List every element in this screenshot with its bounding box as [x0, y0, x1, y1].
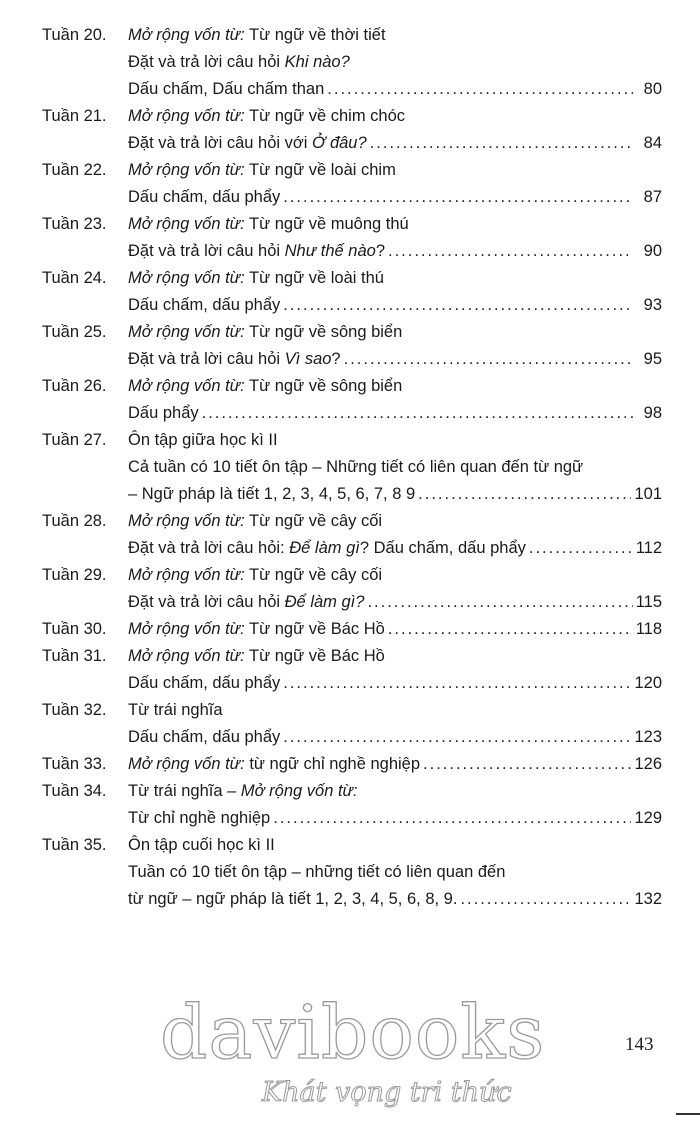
toc-entry-plain-text: từ ngữ – ngữ pháp là tiết 1, 2, 3, 4, 5, 6, 8, 9. [128, 890, 458, 908]
toc-page-number: 123 [634, 728, 662, 746]
toc-entry-plain-text: từ ngữ chỉ nghề nghiệp [244, 755, 421, 773]
toc-entry-plain-text: – Ngữ pháp là tiết 1, 2, 3, 4, 5, 6, 7, 8 9 [128, 485, 416, 503]
toc-row [0, 778, 700, 805]
toc-entry-italic-text: Như thế nào [284, 242, 376, 260]
toc-entry-italic-text: Mở rộng vốn từ: [128, 26, 245, 44]
toc-entry-text [128, 751, 420, 778]
toc-row [0, 859, 700, 886]
toc-entry [128, 616, 662, 643]
toc-entry-italic-text: Mở rộng vốn từ: [128, 620, 245, 638]
toc-entry-italic-text: Mở rộng vốn từ: [128, 377, 245, 395]
dot-leader [460, 886, 631, 913]
dot-leader [388, 616, 633, 643]
toc-entry [128, 481, 662, 508]
toc-page-number: 115 [635, 593, 662, 611]
toc-entry-italic-text: Mở rộng vốn từ: [128, 323, 245, 341]
toc-page-number: 132 [634, 890, 662, 908]
toc-row [0, 508, 700, 535]
page-number: 143 [625, 1034, 654, 1055]
toc-row [0, 643, 700, 670]
toc-entry-italic-text: Mở rộng vốn từ: [128, 755, 245, 773]
dot-leader [423, 751, 631, 778]
toc-entry-text [128, 130, 367, 157]
toc-entry-italic-text: Khi nào? [284, 53, 350, 71]
toc-week-label: Tuần 21. [42, 107, 107, 125]
toc-row [0, 292, 700, 319]
toc-entry-text [128, 859, 505, 886]
toc-entry-text [128, 49, 350, 76]
toc-entry-text [128, 346, 341, 373]
toc-page-number: 118 [635, 620, 662, 638]
toc-entry-plain-text: Cả tuần có 10 tiết ôn tập – Những tiết có liên quan đến từ ngữ [128, 458, 584, 476]
toc-row [0, 454, 700, 481]
toc-entry-plain-text: Từ ngữ về muông thú [244, 215, 409, 233]
toc-page-number: 112 [635, 539, 662, 557]
toc-entry-italic-text: Mở rộng vốn từ: [128, 512, 245, 530]
toc-week-label: Tuần 32. [42, 701, 107, 719]
toc-entry-text [128, 319, 402, 346]
toc-entry-plain-text: Từ ngữ về chim chóc [244, 107, 405, 125]
toc-entry [128, 589, 662, 616]
toc-row [0, 400, 700, 427]
toc-row [0, 724, 700, 751]
dot-leader [283, 292, 633, 319]
toc-page-number: 93 [643, 296, 662, 314]
toc-entry-italic-text: Mở rộng vốn từ: [128, 215, 245, 233]
toc-entry [128, 697, 662, 724]
toc-row [0, 805, 700, 832]
toc-page-number: 80 [643, 80, 662, 98]
toc-entry-plain-text: Đặt và trả lời câu hỏi [128, 242, 285, 260]
toc-entry-plain-text: Ôn tập cuối học kì II [128, 836, 275, 854]
toc-entry-italic-text: Ở đâu? [311, 134, 367, 152]
toc-entry-text [128, 211, 409, 238]
toc-entry-italic-text: Mở rộng vốn từ: [240, 782, 358, 800]
toc-entry [128, 184, 662, 211]
corner-rule [676, 1113, 700, 1115]
toc-entry [128, 751, 662, 778]
toc-entry [128, 832, 662, 859]
toc-row [0, 535, 700, 562]
toc-entry-italic-text: Vì sao [284, 350, 332, 368]
toc-entry [128, 373, 662, 400]
dot-leader [283, 724, 631, 751]
toc-entry-text [128, 238, 385, 265]
toc-row [0, 157, 700, 184]
toc-entry-plain-text: Từ ngữ về cây cối [244, 512, 383, 530]
toc-entry [128, 805, 662, 832]
toc-entry-plain-text: ? Dấu chấm, dấu phẩy [359, 539, 526, 557]
toc-entry-text [128, 481, 415, 508]
toc-entry-text [128, 805, 270, 832]
toc-entry-italic-text: Mở rộng vốn từ: [128, 107, 245, 125]
toc-entry [128, 103, 662, 130]
toc-entry-text [128, 373, 402, 400]
toc-week-label: Tuần 31. [42, 647, 107, 665]
toc-row [0, 184, 700, 211]
toc-entry-plain-text: Dấu chấm, Dấu chấm than [128, 80, 325, 98]
toc-week-label: Tuần 20. [42, 26, 107, 44]
dot-leader [388, 238, 633, 265]
toc-entry-italic-text: Để làm gì? [284, 593, 365, 611]
toc-entry-text [128, 508, 382, 535]
toc-entry-text [128, 265, 384, 292]
toc-entry-text [128, 562, 382, 589]
toc-entry-text [128, 535, 526, 562]
toc-week-label: Tuần 22. [42, 161, 107, 179]
dot-leader [283, 184, 633, 211]
toc-page-number: 98 [643, 404, 662, 422]
dot-leader [370, 130, 633, 157]
toc-entry-text [128, 157, 396, 184]
toc-week-label: Tuần 26. [42, 377, 107, 395]
toc-entry-text [128, 292, 280, 319]
toc-entry-text [128, 454, 583, 481]
toc-entry-plain-text: Đặt và trả lời câu hỏi với [128, 134, 312, 152]
toc-entry-plain-text: ? [375, 242, 386, 260]
toc-entry-italic-text: Để làm gì [289, 539, 360, 557]
toc-row [0, 886, 700, 913]
toc-entry [128, 427, 662, 454]
toc-entry-plain-text: Đặt và trả lời câu hỏi [128, 53, 285, 71]
toc-entry [128, 238, 662, 265]
toc-entry-text [128, 400, 199, 427]
toc-entry-plain-text: Từ trái nghĩa – [128, 782, 241, 800]
toc-page-number: 90 [643, 242, 662, 260]
toc-entry-text [128, 427, 278, 454]
toc-entry-text [128, 832, 275, 859]
toc-entry [128, 346, 662, 373]
toc-entry [128, 292, 662, 319]
dot-leader [367, 589, 632, 616]
toc-week-label: Tuần 23. [42, 215, 107, 233]
toc-entry-text [128, 184, 280, 211]
dot-leader [283, 670, 631, 697]
toc-row [0, 832, 700, 859]
toc-entry [128, 859, 662, 886]
toc-entry-plain-text: Ôn tập giữa học kì II [128, 431, 278, 449]
toc-page-number: 84 [643, 134, 662, 152]
toc-row [0, 238, 700, 265]
toc-page-number: 120 [634, 674, 662, 692]
toc-entry-text [128, 724, 280, 751]
toc-week-label: Tuần 28. [42, 512, 107, 530]
toc-page-number: 101 [634, 485, 662, 503]
toc-row [0, 211, 700, 238]
toc-entry-plain-text: Dấu phẩy [128, 404, 199, 422]
toc-row [0, 373, 700, 400]
toc-entry-text [128, 103, 405, 130]
toc-row [0, 319, 700, 346]
toc-page-number: 129 [634, 809, 662, 827]
toc-week-label: Tuần 34. [42, 782, 107, 800]
toc-entry [128, 454, 662, 481]
toc-page-number: 95 [643, 350, 662, 368]
toc-week-label: Tuần 24. [42, 269, 107, 287]
table-of-contents [0, 22, 700, 913]
toc-entry [128, 535, 662, 562]
dot-leader [529, 535, 633, 562]
toc-row [0, 589, 700, 616]
toc-entry [128, 400, 662, 427]
toc-entry-plain-text: ? [331, 350, 341, 368]
toc-entry-plain-text: Từ trái nghĩa [128, 701, 223, 719]
toc-row [0, 265, 700, 292]
toc-entry [128, 76, 662, 103]
toc-week-label: Tuần 29. [42, 566, 107, 584]
toc-entry-plain-text: Đặt và trả lời câu hỏi [128, 350, 285, 368]
toc-row [0, 481, 700, 508]
toc-row [0, 49, 700, 76]
toc-page-number: 126 [634, 755, 662, 773]
toc-entry-plain-text: Từ ngữ về sông biển [244, 323, 403, 341]
toc-entry-text [128, 670, 280, 697]
toc-entry-text [128, 886, 457, 913]
toc-entry [128, 643, 662, 670]
toc-week-label: Tuần 35. [42, 836, 107, 854]
toc-entry-italic-text: Mở rộng vốn từ: [128, 566, 245, 584]
dot-leader [202, 400, 633, 427]
toc-entry [128, 670, 662, 697]
watermark-brand: davibooks [160, 990, 546, 1076]
toc-entry-plain-text: Từ chỉ nghề nghiệp [128, 809, 271, 827]
toc-entry-plain-text: Từ ngữ về sông biển [244, 377, 403, 395]
toc-row [0, 697, 700, 724]
toc-entry [128, 157, 662, 184]
toc-week-label: Tuần 33. [42, 755, 107, 773]
toc-row [0, 346, 700, 373]
toc-entry-plain-text: Dấu chấm, dấu phẩy [128, 674, 281, 692]
toc-entry-italic-text: Mở rộng vốn từ: [128, 161, 245, 179]
toc-row [0, 427, 700, 454]
toc-entry-text [128, 778, 358, 805]
toc-week-label: Tuần 27. [42, 431, 107, 449]
toc-entry-plain-text: Từ ngữ về loài chim [244, 161, 396, 179]
toc-row [0, 670, 700, 697]
toc-entry [128, 319, 662, 346]
toc-entry-text [128, 22, 386, 49]
toc-entry [128, 508, 662, 535]
toc-row [0, 130, 700, 157]
toc-entry-plain-text: Đặt và trả lời câu hỏi: [128, 539, 290, 557]
toc-entry-text [128, 643, 385, 670]
toc-row [0, 22, 700, 49]
toc-entry-plain-text: Dấu chấm, dấu phẩy [128, 728, 281, 746]
dot-leader [344, 346, 633, 373]
toc-entry-plain-text: Tuần có 10 tiết ôn tập – những tiết có liên quan đến [128, 863, 506, 881]
toc-entry-italic-text: Mở rộng vốn từ: [128, 647, 245, 665]
toc-entry [128, 778, 662, 805]
toc-entry-plain-text: Dấu chấm, dấu phẩy [128, 188, 281, 206]
toc-entry-plain-text: Từ ngữ về Bác Hồ [244, 647, 385, 665]
toc-page-number: 87 [643, 188, 662, 206]
toc-entry [128, 22, 662, 49]
toc-entry [128, 886, 662, 913]
toc-row [0, 562, 700, 589]
toc-entry-plain-text: Từ ngữ về Bác Hồ [244, 620, 385, 638]
toc-entry [128, 724, 662, 751]
watermark-tagline: Khát vọng tri thức [262, 1077, 512, 1108]
toc-entry-text [128, 697, 223, 724]
toc-entry [128, 130, 662, 157]
toc-entry [128, 562, 662, 589]
toc-row [0, 76, 700, 103]
toc-entry [128, 265, 662, 292]
toc-row [0, 103, 700, 130]
dot-leader [327, 76, 633, 103]
toc-week-label: Tuần 25. [42, 323, 107, 341]
toc-entry-plain-text: Đặt và trả lời câu hỏi [128, 593, 285, 611]
toc-row [0, 751, 700, 778]
dot-leader [273, 805, 631, 832]
toc-entry [128, 49, 662, 76]
toc-entry-plain-text: Dấu chấm, dấu phẩy [128, 296, 281, 314]
toc-entry [128, 211, 662, 238]
toc-entry-plain-text: Từ ngữ về loài thú [244, 269, 384, 287]
toc-entry-plain-text: Từ ngữ về cây cối [244, 566, 383, 584]
toc-entry-text [128, 616, 385, 643]
toc-entry-text [128, 76, 324, 103]
toc-entry-italic-text: Mở rộng vốn từ: [128, 269, 245, 287]
dot-leader [418, 481, 631, 508]
toc-row [0, 616, 700, 643]
toc-week-label: Tuần 30. [42, 620, 107, 638]
toc-entry-plain-text: Từ ngữ về thời tiết [244, 26, 386, 44]
toc-entry-text [128, 589, 364, 616]
